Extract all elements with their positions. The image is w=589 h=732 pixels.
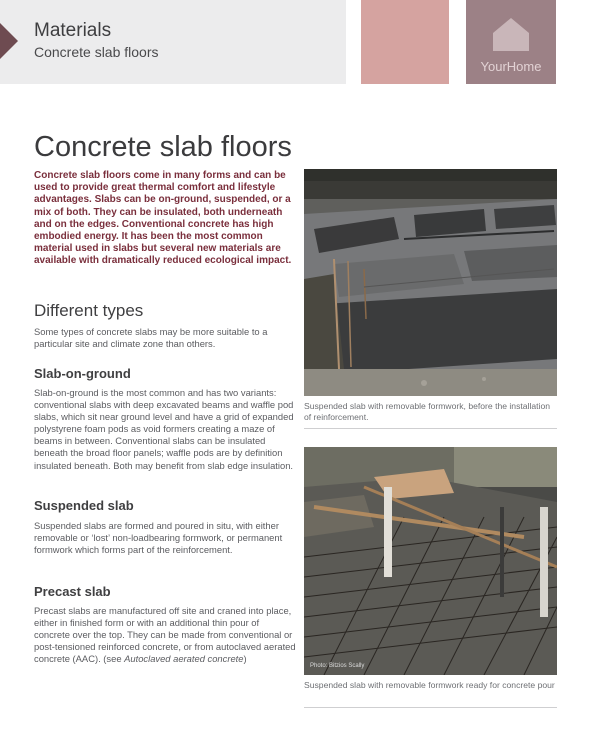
heading-slab-on-ground: Slab-on-ground [34,366,131,381]
section-title: Materials [34,20,112,41]
photo-formwork [304,169,557,396]
aac-link[interactable]: Autoclaved aerated concrete [124,653,244,665]
photo-caption-2: Suspended slab with removable formwork ready for concrete pour [304,680,555,690]
section-subtitle: Concrete slab floors [34,44,159,60]
section-arrow-icon [0,23,18,59]
caption-divider-1 [304,428,557,429]
photo-reinforcement [304,447,557,675]
heading-precast-slab: Precast slab [34,584,111,599]
see-suffix: ) [243,653,247,665]
house-icon [491,16,531,52]
caption-divider-2 [304,707,557,708]
heading-suspended-slab: Suspended slab [34,498,134,513]
intro-paragraph: Concrete slab floors come in many forms and can be used to provide great thermal comfort and lifestyle advantages. Slabs can be on-ground, suspended, or a mix of both. They can be insulated, both underneath and on the edges. Conventional concrete has high embodied energy. It has been the most common material used in slabs but several new materials are available with dramatically reduced ecological impact. [34,170,292,267]
accent-block [361,0,449,84]
slab-on-ground-body: Slab-on-ground is the most common and has two variants: conventional slabs with deep excavated beams and waffle pod slabs, which sit near ground level and have a grid of expanded polystyrene foam pods as void formers creating a maze of beams in between. Conventional slabs can be insulated beneath the broad floor panels; waffle pods are by definition insulated beneath. Both may benefit from slab edge insulation. [34,387,294,471]
logo-text: YourHome [480,59,542,74]
photo-caption-1: Suspended slab with removable formwork, before the installation of reinforcement. [304,401,551,422]
see-prefix: (see [103,653,125,665]
heading-different-types: Different types [34,301,144,320]
photo-credit: Photo: Bitzios Scally [310,663,365,669]
suspended-slab-body: Suspended slabs are formed and poured in situ, with either removable or ‘lost’ non-loadbearing formwork, or permanent formwork which forms part of the reinforcement. [34,520,283,556]
yourhome-logo[interactable] [466,0,556,84]
precast-slab-text: Precast slabs are manufactured off site and craned into place, either in finished form or with an additional thin pour of concrete over the top. They can be made from conventional or post-tensioned reinforced concrete, or from autoclaved aerated concrete (AAC). [34,605,296,665]
page-title: Concrete slab floors [34,131,292,164]
precast-slab-body [34,605,296,665]
header-band [0,0,346,84]
different-types-body: Some types of concrete slabs may be more suitable to a particular site and climate zone than others. [34,326,268,350]
